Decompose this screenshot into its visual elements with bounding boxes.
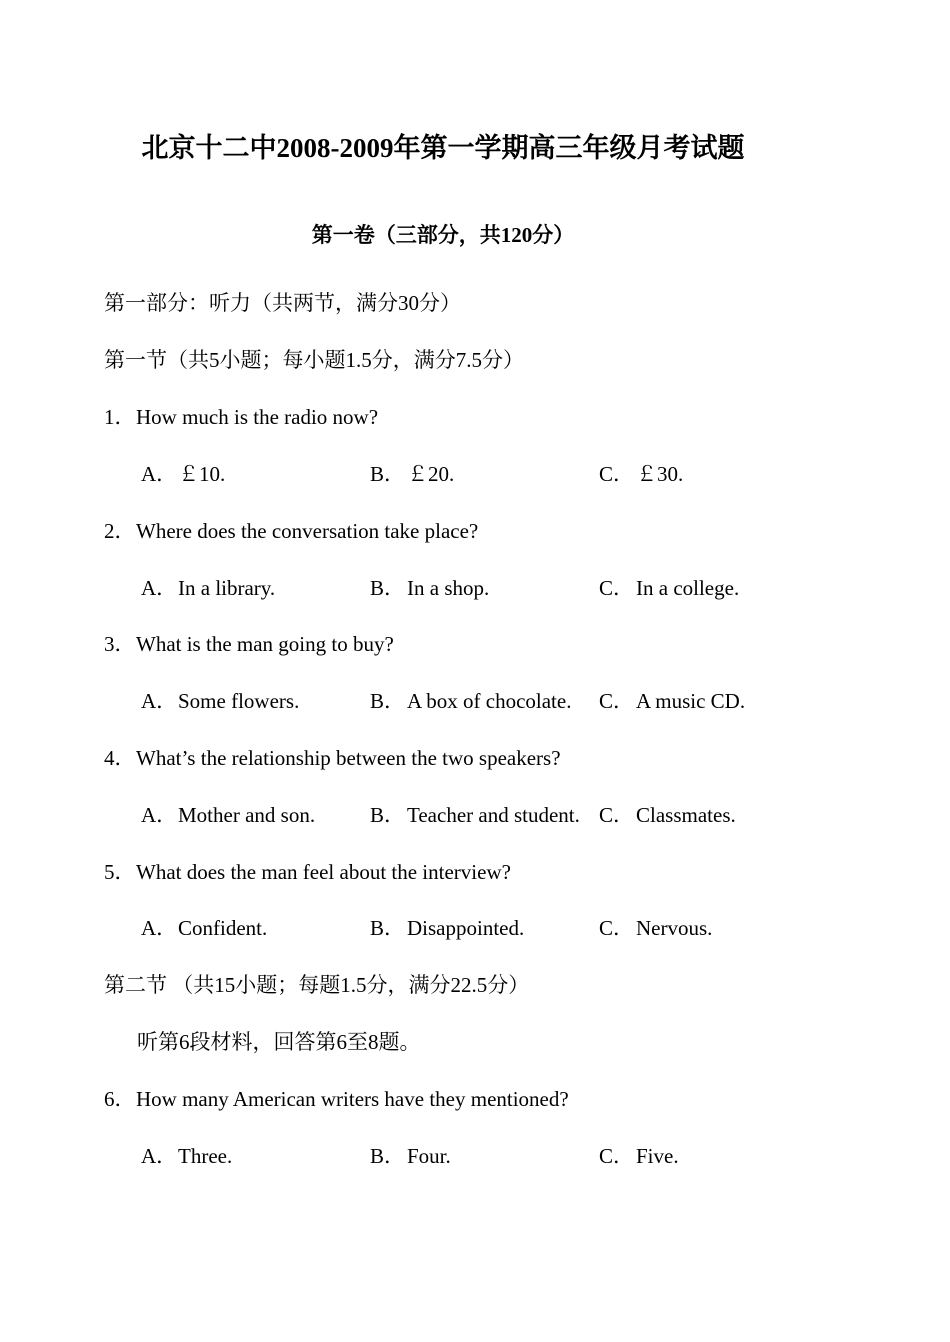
option-text: Some flowers.: [178, 689, 300, 713]
question-number: 6．: [104, 1087, 136, 1111]
option-letter: A．: [141, 689, 178, 713]
question-5: [104, 858, 511, 886]
option-text: Four.: [407, 1144, 451, 1168]
option-text: A music CD.: [636, 689, 746, 713]
option-text: ￡10.: [178, 462, 226, 486]
option-text: Disappointed.: [407, 916, 525, 940]
option-letter: B．: [370, 576, 406, 600]
option-text: Nervous.: [636, 916, 713, 940]
option-letter: A．: [141, 1144, 178, 1168]
option-b: [370, 801, 580, 829]
option-b: [370, 460, 454, 488]
part-heading: 第一部分：听力（共两节，满分30分）: [104, 291, 461, 315]
option-text: Five.: [636, 1144, 679, 1168]
question-text: Where does the conversation take place?: [136, 519, 479, 543]
option-a: [141, 801, 315, 829]
option-text: Three.: [178, 1144, 233, 1168]
question-4-options: [0, 801, 950, 829]
question-number: 1．: [104, 405, 136, 429]
option-a: [141, 687, 299, 715]
question-6: [104, 1085, 569, 1113]
question-text: What does the man feel about the interview?: [136, 860, 511, 884]
section-heading: 第一节（共5小题；每小题1.5分，满分7.5分）: [104, 348, 524, 372]
option-c: [599, 460, 683, 488]
question-3: [104, 630, 394, 658]
option-a: [141, 914, 267, 942]
question-text: What is the man going to buy?: [136, 632, 394, 656]
question-3-options: [0, 687, 950, 715]
option-c: [599, 914, 712, 942]
option-text: In a library.: [178, 576, 276, 600]
question-4: [104, 744, 561, 772]
option-text: ￡20.: [407, 462, 455, 486]
question-text: How much is the radio now?: [136, 405, 379, 429]
option-b: [370, 687, 571, 715]
listening-instruction: 听第6段材料，回答第6至8题。: [137, 1030, 421, 1054]
question-number: 3．: [104, 632, 136, 656]
option-text: Teacher and student.: [407, 803, 580, 827]
option-text: Confident.: [178, 916, 268, 940]
option-c: [599, 801, 736, 829]
option-letter: C．: [599, 689, 635, 713]
option-c: [599, 687, 745, 715]
option-letter: B．: [370, 689, 406, 713]
option-letter: C．: [599, 1144, 635, 1168]
option-c: [599, 1142, 679, 1170]
question-1: [104, 403, 378, 431]
option-letter: C．: [599, 916, 635, 940]
option-letter: A．: [141, 803, 178, 827]
option-letter: B．: [370, 1144, 406, 1168]
question-number: 2．: [104, 519, 136, 543]
section-heading: 第二节 （共15小题；每题1.5分，满分22.5分）: [104, 973, 530, 997]
option-b: [370, 574, 489, 602]
question-6-options: [0, 1142, 950, 1170]
option-letter: B．: [370, 916, 406, 940]
option-text: In a shop.: [407, 576, 490, 600]
option-letter: C．: [599, 462, 635, 486]
option-a: [141, 1142, 232, 1170]
option-letter: A．: [141, 576, 178, 600]
option-text: ￡30.: [636, 462, 684, 486]
exam-title: 北京十二中2008-2009年第一学期高三年级月考试题: [141, 133, 745, 163]
question-number: 5．: [104, 860, 136, 884]
option-a: [141, 460, 225, 488]
option-letter: C．: [599, 803, 635, 827]
option-text: In a college.: [636, 576, 740, 600]
question-text: What’s the relationship between the two speakers?: [136, 746, 561, 770]
option-text: A box of chocolate.: [407, 689, 572, 713]
option-letter: A．: [141, 462, 178, 486]
option-letter: B．: [370, 803, 406, 827]
option-a: [141, 574, 275, 602]
option-c: [599, 574, 739, 602]
question-5-options: [0, 914, 950, 942]
option-letter: C．: [599, 576, 635, 600]
option-text: Mother and son.: [178, 803, 316, 827]
question-number: 4．: [104, 746, 136, 770]
volume-subtitle: 第一卷（三部分，共120分）: [311, 223, 575, 247]
question-1-options: [0, 460, 950, 488]
option-b: [370, 914, 524, 942]
question-2: [104, 517, 478, 545]
question-2-options: [0, 574, 950, 602]
question-text: How many American writers have they mentioned?: [136, 1087, 569, 1111]
option-letter: A．: [141, 916, 178, 940]
option-text: Classmates.: [636, 803, 736, 827]
option-letter: B．: [370, 462, 406, 486]
option-b: [370, 1142, 451, 1170]
